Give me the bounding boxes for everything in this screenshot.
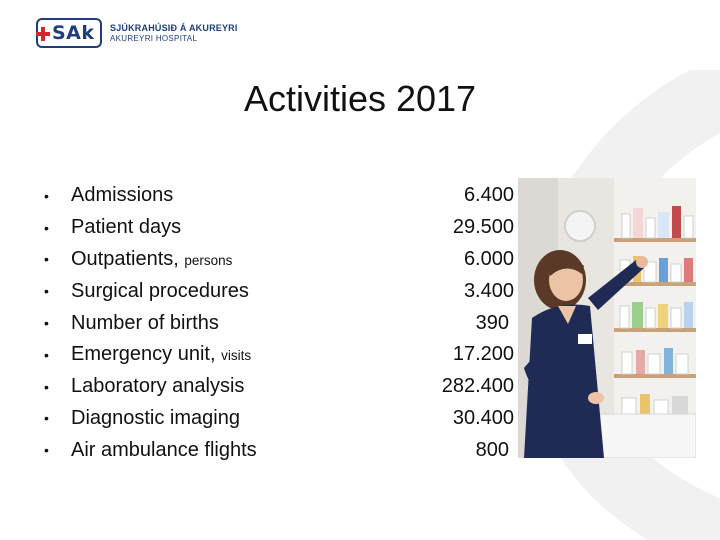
bullet-icon: • [44, 346, 49, 363]
activity-label: Patient days [71, 216, 182, 239]
activity-value: 6.400 [463, 184, 514, 207]
activity-value: 30.400 [452, 406, 514, 429]
activity-label: Number of births [71, 311, 219, 334]
activity-value: 390 [475, 311, 509, 334]
activity-label: Admissions [71, 184, 174, 207]
logo-text [110, 23, 238, 43]
bullet-icon: • [44, 410, 49, 427]
hospital-logo [36, 18, 238, 48]
activity-value: 282.400 [441, 375, 514, 398]
activity-value: 6.000 [463, 247, 514, 270]
bullet-icon: • [44, 219, 49, 236]
pharmacist-photo [518, 178, 696, 458]
activity-qualifier: persons [184, 252, 233, 268]
red-cross-icon [36, 27, 50, 41]
bullet-icon: • [44, 442, 49, 459]
logo-badge [36, 18, 102, 48]
activity-label: Outpatients, persons [71, 247, 233, 270]
activity-qualifier: visits [221, 348, 252, 364]
bullet-icon: • [44, 187, 49, 204]
activity-value: 17.200 [452, 343, 514, 366]
bullet-icon: • [44, 378, 49, 395]
activity-label: Diagnostic imaging [71, 406, 240, 429]
bullet-icon: • [44, 315, 49, 332]
activity-value: 29.500 [452, 216, 514, 239]
slide-title [0, 78, 720, 120]
activity-label: Emergency unit, visits [71, 343, 252, 366]
logo-abbreviation: SAk [52, 21, 95, 44]
slide-title-text: Activities 2017 [243, 78, 477, 119]
bullet-icon: • [44, 251, 49, 268]
activity-label: Surgical procedures [71, 279, 249, 302]
activity-label: Air ambulance flights [71, 438, 257, 461]
logo-name-icelandic: SJÚKRAHÚSIÐ Á AKUREYRI [110, 23, 238, 34]
logo-name-english: AKUREYRI HOSPITAL [110, 33, 198, 43]
activity-value: 800 [475, 438, 509, 461]
activity-label: Laboratory analysis [71, 375, 245, 398]
bullet-icon: • [44, 283, 49, 300]
activity-value: 3.400 [463, 279, 514, 302]
